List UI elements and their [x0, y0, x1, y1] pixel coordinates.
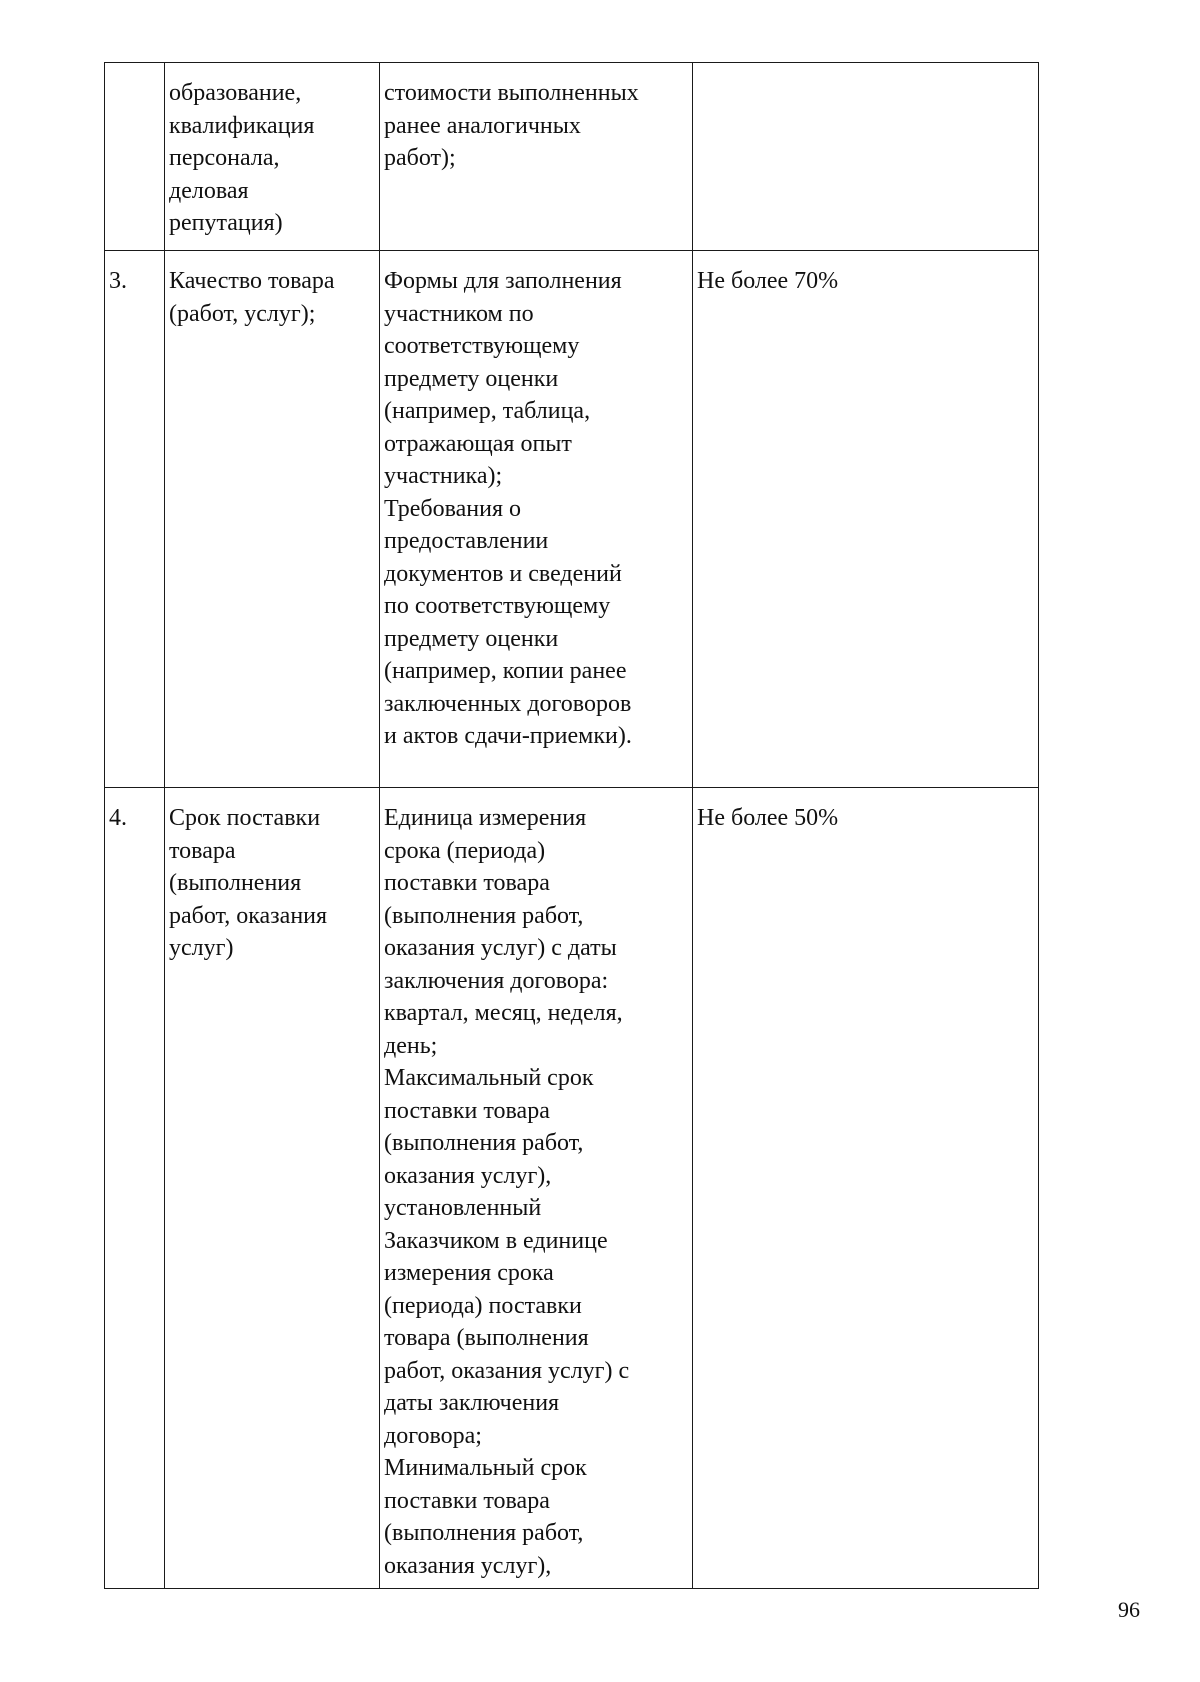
- content-cell: стоимости выполненных ранее аналогичных работ);: [380, 63, 693, 251]
- criteria-table: [104, 62, 1039, 1589]
- criterion-cell: Качество товара (работ, услуг);: [165, 251, 380, 788]
- weight-cell: Не более 70%: [693, 251, 1039, 788]
- row-number-cell: [105, 63, 165, 251]
- weight-cell: [693, 63, 1039, 251]
- weight-cell: Не более 50%: [693, 788, 1039, 1589]
- table-row: [105, 251, 1039, 788]
- content-cell: Единица измерения срока (периода) поставки товара (выполнения работ, оказания услуг) с даты заключения договора: квартал, месяц, неделя, день; Максимальный срок поставки товара (выполнения работ, оказания услуг), установленный Заказчиком в единице измерения срока (периода) поставки товара (выполнения работ, оказания услуг) с даты заключения договора; Минимальный срок поставки товара (выполнения работ, оказания услуг),: [380, 788, 693, 1589]
- page-number: 96: [1118, 1597, 1140, 1622]
- row-number-cell: 4.: [105, 788, 165, 1589]
- table-row: [105, 63, 1039, 251]
- criterion-cell: Срок поставки товара (выполнения работ, оказания услуг): [165, 788, 380, 1589]
- criterion-cell: образование, квалификация персонала, деловая репутация): [165, 63, 380, 251]
- row-number-cell: 3.: [105, 251, 165, 788]
- content-cell: Формы для заполнения участником по соответствующему предмету оценки (например, таблица, отражающая опыт участника); Требования о предоставлении документов и сведений по соответствующему предмету оценки (например, копии ранее заключенных договоров и актов сдачи-приемки).: [380, 251, 693, 788]
- table-row: [105, 788, 1039, 1589]
